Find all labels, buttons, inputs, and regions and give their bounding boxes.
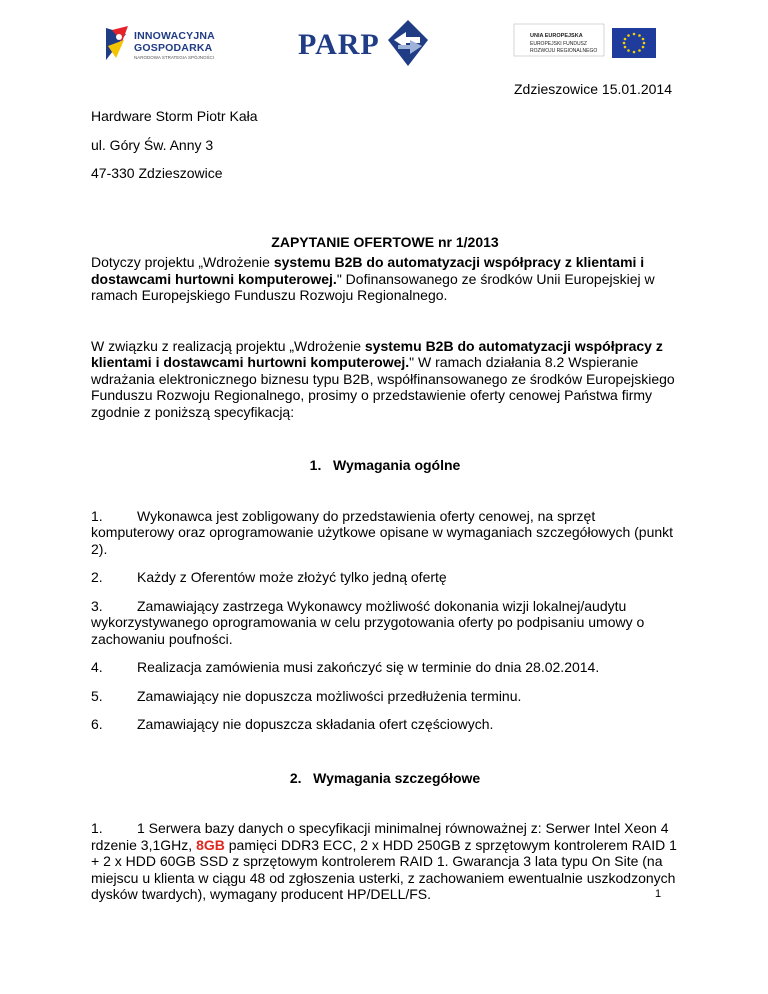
general-item-2 bbox=[91, 569, 679, 586]
detail-item-1 bbox=[91, 820, 679, 903]
project-name-bold: systemu B2B do automatyzacji współpracy z klientami i dostawcami hurtowni komputerowej. bbox=[91, 254, 645, 287]
project-text-a: Dotyczy projektu „Wdrożenie bbox=[91, 254, 274, 270]
request-name-bold: systemu B2B do automatyzacji współpracy z klientami i dostawcami hurtowni komputerowej. bbox=[91, 337, 663, 370]
sender-city: 47-330 Zdzieszowice bbox=[91, 165, 223, 181]
general-item-number: 6. bbox=[91, 716, 103, 732]
eu-line1: UNIA EUROPEJSKA bbox=[530, 33, 583, 39]
detail-item-text-b: pamięci DDR3 ECC, 2 x HDD 250GB z sprzętowym kontrolerem RAID 1 + 2 x HDD 60GB SSD z sprzętowym kontrolerem RAID 1. Gwarancja 3 lata typu On Site (na miejscu u klienta w ciągu 48 od zgłoszenia usterki, z zachowaniem ewentualnie uszkodzonych dysków twardych), wymagany producent HP/DELL/FS. bbox=[91, 836, 677, 902]
sender-street: ul. Góry Św. Anny 3 bbox=[91, 136, 214, 153]
detail-item-number: 1. bbox=[91, 820, 103, 836]
innowacyjna-flag-icon bbox=[104, 24, 130, 62]
general-item-number: 1. bbox=[91, 507, 103, 524]
general-item-text: Realizacja zamówienia musi zakończyć się w terminie do dnia 28.02.2014. bbox=[137, 659, 600, 675]
general-item-1 bbox=[91, 508, 679, 558]
section-general-heading: 1. Wymagania ogólne bbox=[309, 457, 461, 473]
project-paragraph bbox=[91, 254, 679, 304]
parp-arrows-icon bbox=[388, 20, 428, 66]
document-title: ZAPYTANIE OFERTOWE nr 1/2013 bbox=[271, 233, 499, 250]
general-item-5 bbox=[91, 688, 679, 705]
sender-name: Hardware Storm Piotr Kała bbox=[91, 108, 258, 124]
detail-item-text-a: 1 Serwera bazy danych o specyfikacji minimalnej równoważnej z: Serwer Intel Xeon 4 rdzenie 3,1GHz, bbox=[91, 820, 669, 853]
general-item-text: Zamawiający nie dopuszcza składania ofert częściowych. bbox=[137, 716, 494, 732]
innowacyjna-line1: INNOWACYJNA bbox=[134, 30, 215, 42]
innowacyjna-line3: NARODOWA STRATEGIA SPÓJNOŚCI bbox=[134, 55, 215, 60]
parp-logo bbox=[298, 18, 438, 68]
project-text-c: " Dofinansowanego ze środków Unii Europejskiej w ramach Europejskiego Funduszu Rozwoju Regionalnego. bbox=[91, 270, 655, 303]
eu-line3: ROZWOJU REGIONALNEGO bbox=[530, 48, 598, 54]
header-logos bbox=[0, 14, 768, 74]
innowacyjna-gospodarka-logo bbox=[104, 24, 224, 64]
general-item-text: Wykonawca jest zobligowany do przedstawienia oferty cenowej, na sprzęt komputerowy oraz oprogramowanie użytkowe opisane w wymaganiach szczegółowych (punkt 2). bbox=[91, 507, 674, 557]
general-item-number: 5. bbox=[91, 687, 103, 704]
general-item-6 bbox=[91, 716, 679, 733]
general-item-3 bbox=[91, 598, 679, 648]
general-item-text: Zamawiający nie dopuszcza możliwości przedłużenia terminu. bbox=[137, 687, 522, 704]
detail-item-highlight: 8GB bbox=[196, 836, 225, 853]
eu-fund-logo bbox=[512, 22, 662, 66]
letter-date: Zdzieszowice 15.01.2014 bbox=[514, 81, 672, 97]
innowacyjna-line2: GOSPODARKA bbox=[134, 42, 213, 54]
eu-flag-icon bbox=[612, 28, 656, 58]
general-item-number: 2. bbox=[91, 569, 103, 585]
eu-line2: EUROPEJSKI FUNDUSZ bbox=[530, 41, 587, 47]
general-item-4 bbox=[91, 659, 679, 676]
general-item-number: 3. bbox=[91, 597, 103, 614]
request-text-c: " W ramach działania 8.2 Wspieranie wdrażania elektronicznego biznesu typu B2B, współfinansowanego ze środków Europejskiego Funduszu Rozwoju Regionalnego, prosimy o przedstawienie oferty cenowej Państwa firmy zgodnie z poniższą specyfikacją: bbox=[91, 354, 675, 420]
page-number: 1 bbox=[655, 888, 662, 900]
letter-body bbox=[91, 108, 679, 903]
section-detail-heading: 2. Wymagania szczegółowe bbox=[289, 769, 481, 786]
general-item-number: 4. bbox=[91, 659, 103, 675]
request-paragraph bbox=[91, 338, 679, 421]
general-item-text: Zamawiający zastrzega Wykonawcy możliwość dokonania wizji lokalnej/audytu wykorzystywanego oprogramowania w celu przygotowania oferty po podpisaniu umowy o zachowaniu poufności. bbox=[91, 597, 645, 647]
general-item-text: Każdy z Oferentów może złożyć tylko jedną ofertę bbox=[137, 569, 447, 585]
parp-wordmark: PARP bbox=[298, 28, 380, 61]
request-text-a: W związku z realizacją projektu „Wdrożenie bbox=[91, 337, 365, 354]
